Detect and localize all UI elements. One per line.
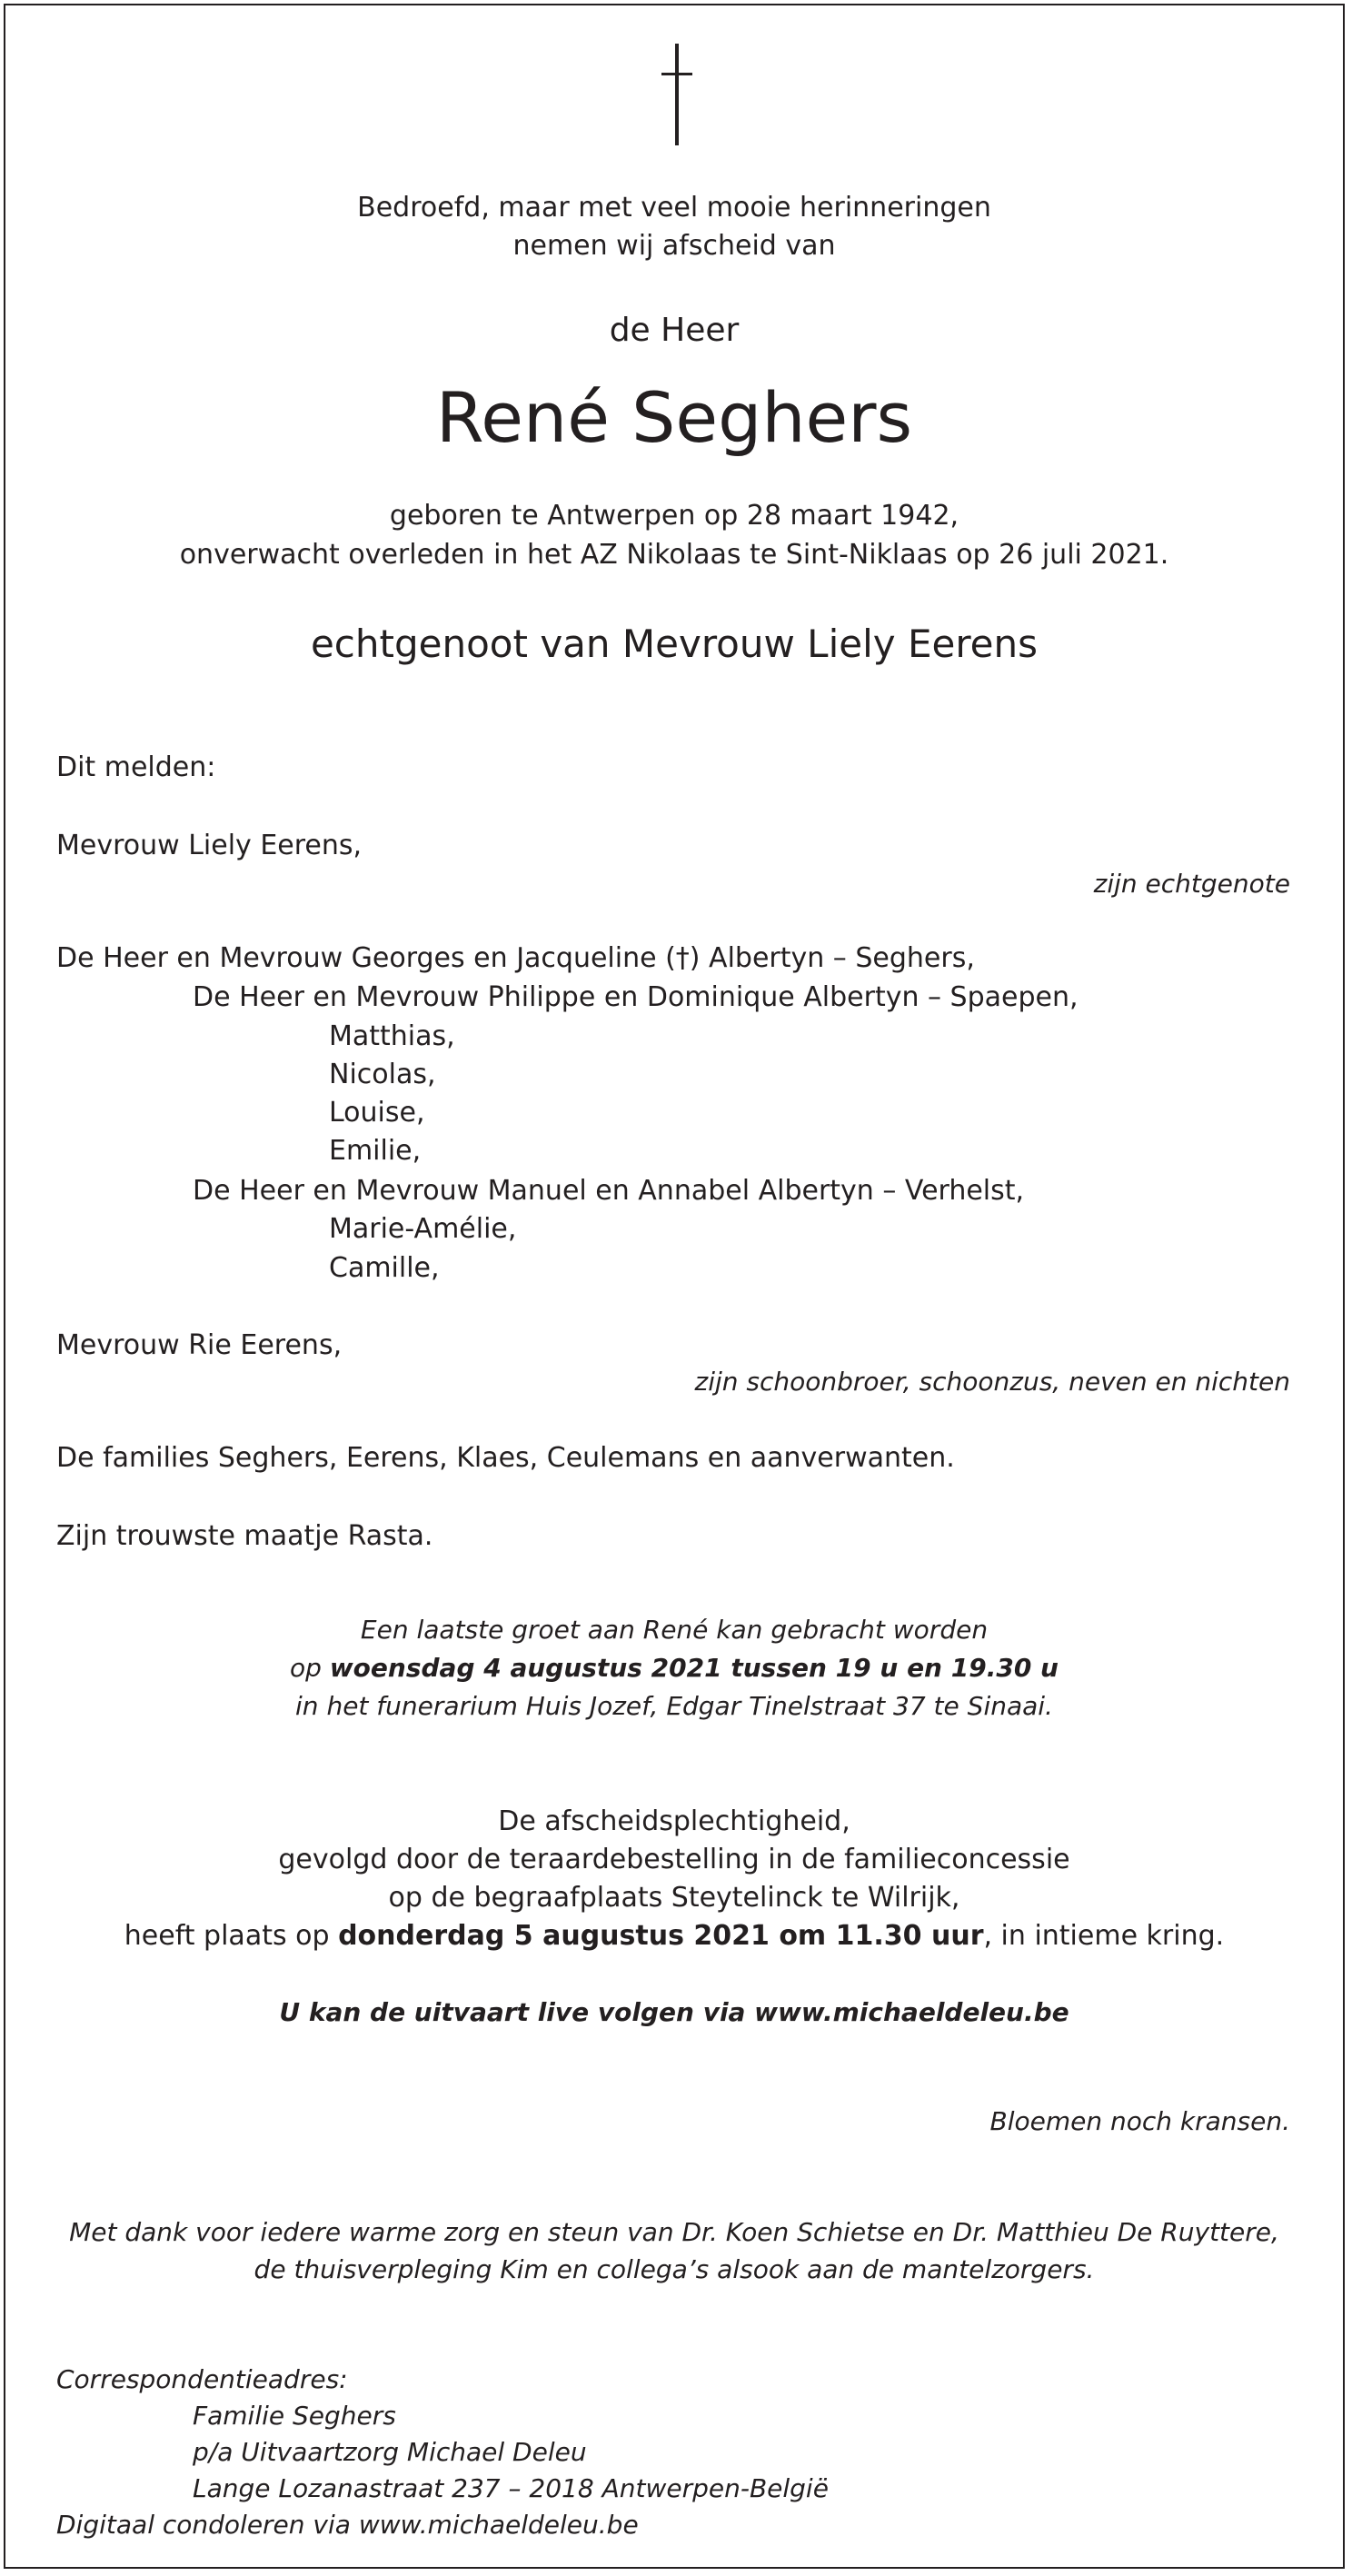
visit-line-1: Een laatste groet aan René kan gebracht worden: [360, 1615, 989, 1645]
families-line: De families Seghers, Eerens, Klaes, Ceulemans en aanverwanten.: [56, 1442, 955, 1474]
thanks-line-2: de thuisverpleging Kim en collega’s alsook aan de mantelzorgers.: [254, 2254, 1095, 2284]
birth-line: geboren te Antwerpen op 28 maart 1942,: [389, 500, 959, 532]
flowers-line: Bloemen noch kransen.: [989, 2106, 1290, 2136]
deceased-name: René Seghers: [435, 377, 913, 458]
family-line: De Heer en Mevrouw Georges en Jacqueline (†) Albertyn – Seghers,: [56, 942, 975, 974]
pet-line: Zijn trouwste maatje Rasta.: [56, 1520, 433, 1552]
livestream-line: U kan de uitvaart live volgen via www.michaeldeleu.be: [279, 1997, 1069, 2027]
obituary-card: [4, 4, 1345, 2569]
ceremony-line-4: heeft plaats op donderdag 5 augustus 2021 om 11.30 uur, in intieme kring.: [124, 1920, 1225, 1952]
family-line: Louise,: [329, 1097, 425, 1129]
family-line: De Heer en Mevrouw Philippe en Dominique Albertyn – Spaepen,: [193, 981, 1079, 1013]
spouse-role: zijn echtgenote: [1093, 869, 1290, 899]
family-line: Marie-Amélie,: [329, 1213, 517, 1245]
correspondence-line: Lange Lozanastraat 237 – 2018 Antwerpen-België: [193, 2473, 829, 2503]
death-line: onverwacht overleden in het AZ Nikolaas te Sint-Niklaas op 26 juli 2021.: [179, 539, 1169, 571]
visit-line-2: op woensdag 4 augustus 2021 tussen 19 u en 19.30 u: [290, 1653, 1059, 1683]
ceremony-line-3: op de begraafplaats Steytelinck te Wilrijk,: [388, 1882, 960, 1914]
ceremony-line-1: De afscheidsplechtigheid,: [498, 1805, 850, 1837]
relatives-role: zijn schoonbroer, schoonzus, neven en nichten: [694, 1367, 1290, 1397]
family-line: Nicolas,: [329, 1059, 436, 1090]
announce-label: Dit melden:: [56, 751, 216, 783]
intro-line-2: nemen wij afscheid van: [512, 230, 836, 262]
family-line: Camille,: [329, 1252, 440, 1284]
intro-line-1: Bedroefd, maar met veel mooie herinneringen: [357, 192, 991, 224]
thanks-line-1: Met dank voor iedere warme zorg en steun van Dr. Koen Schietse en Dr. Matthieu De Ruyttere,: [69, 2217, 1279, 2247]
rie-line: Mevrouw Rie Eerens,: [56, 1329, 343, 1361]
spouse-line: echtgenoot van Mevrouw Liely Eerens: [310, 622, 1039, 666]
honorific: de Heer: [609, 312, 740, 349]
family-line: De Heer en Mevrouw Manuel en Annabel Albertyn – Verhelst,: [193, 1175, 1025, 1207]
ceremony-date: donderdag 5 augustus 2021 om 11.30 uur: [338, 1920, 984, 1952]
correspondence-line: p/a Uitvaartzorg Michael Deleu: [193, 2437, 587, 2467]
correspondence-label: Correspondentieadres:: [56, 2364, 348, 2394]
ceremony-line-2: gevolgd door de teraardebestelling in de familieconcessie: [278, 1844, 1070, 1875]
visit-line-3: in het funerarium Huis Jozef, Edgar Tinelstraat 37 te Sinaai.: [295, 1691, 1053, 1721]
condolences-line: Digitaal condoleren via www.michaeldeleu.be: [56, 2510, 639, 2540]
spouse-name: Mevrouw Liely Eerens,: [56, 830, 363, 861]
family-line: Emilie,: [329, 1135, 422, 1167]
correspondence-line: Familie Seghers: [193, 2401, 396, 2431]
visit-date: woensdag 4 augustus 2021 tussen 19 u en 19.30 u: [329, 1653, 1059, 1683]
family-line: Matthias,: [329, 1020, 455, 1052]
